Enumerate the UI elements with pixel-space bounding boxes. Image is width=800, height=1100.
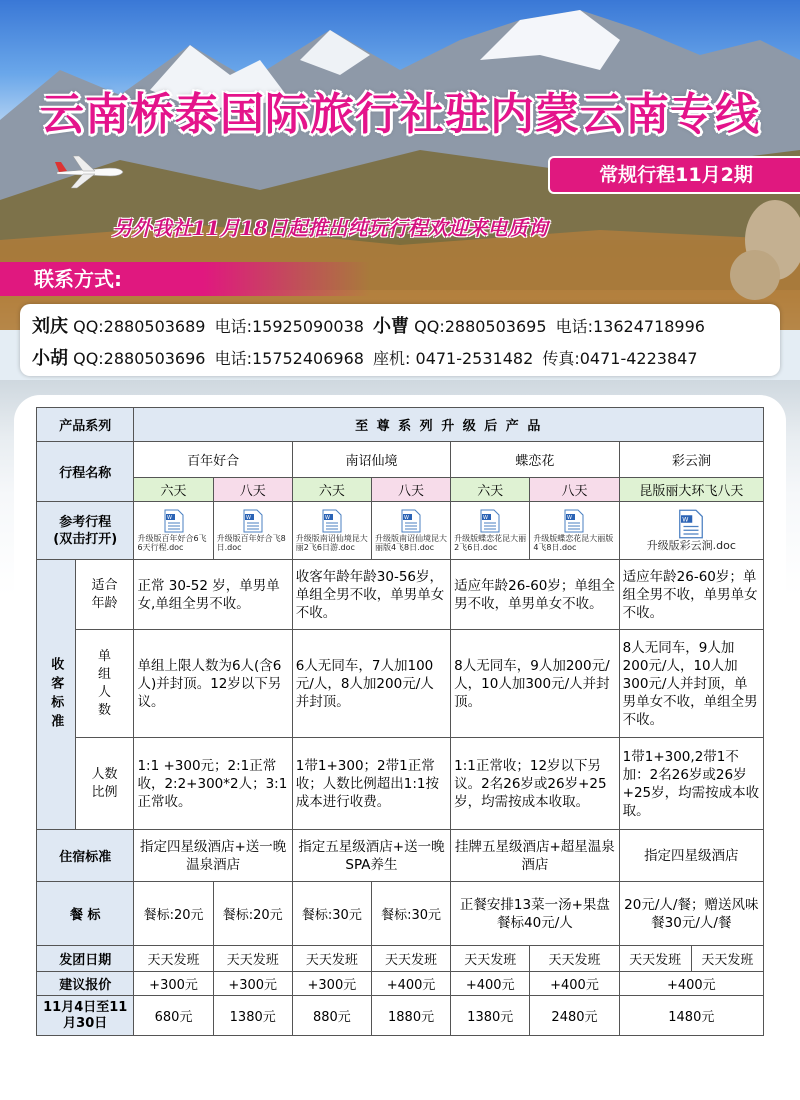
price-value: 1380元 [213, 996, 292, 1036]
period-badge: 常规行程11月2期 [548, 156, 800, 194]
row-label-age [75, 560, 134, 630]
duration-eight: 八天 [371, 478, 450, 502]
departure-schedule: 天天发班 [213, 946, 292, 972]
doc-cell[interactable] [213, 502, 292, 560]
hotel-standard: 指定四星级酒店 [619, 830, 763, 882]
contact-name: 刘庆 [32, 316, 68, 337]
row-label-collect [37, 560, 76, 830]
meal-standard: 餐标:30元 [371, 882, 450, 946]
duration-eight: 八天 [530, 478, 619, 502]
word-doc-icon [401, 509, 421, 533]
row-label-departure: 发团日期 [37, 946, 134, 972]
doc-filename: 升级版南诏仙境昆大丽2飞6日游.doc [295, 534, 368, 552]
product-name: 彩云涧 [619, 442, 763, 478]
group-size-rule: 8人无同车，9人加200元/人，10人加300元/人并封顶。 [451, 630, 620, 738]
row-label-series: 产品系列 [37, 408, 134, 442]
word-doc-icon [243, 509, 263, 533]
suggested-markup: +400元 [530, 972, 619, 996]
age-rule: 收客年龄年龄30-56岁，单组全男不收，单男单女不收。 [292, 560, 450, 630]
meal-standard: 餐标:20元 [213, 882, 292, 946]
doc-cell[interactable] [619, 502, 763, 560]
svg-text:W: W [682, 516, 689, 524]
contact-phone: 电话:13624718996 [555, 317, 705, 336]
hotel-standard: 指定四星级酒店+送一晚温泉酒店 [134, 830, 292, 882]
doc-filename: 升级版百年好合6飞6天行程.doc [137, 534, 207, 552]
contact-name: 小曹 [373, 316, 410, 337]
word-doc-icon [678, 509, 704, 539]
meal-standard: 20元/人/餐；赠送风味餐30元/人/餐 [619, 882, 763, 946]
price-value: 1480元 [619, 996, 763, 1036]
group-size-label: 单组人数 [97, 648, 111, 718]
departure-schedule: 天天发班 [371, 946, 450, 972]
doc-link[interactable] [623, 509, 760, 552]
word-doc-icon [322, 509, 342, 533]
word-doc-icon [480, 509, 500, 533]
price-value: 1380元 [451, 996, 530, 1036]
meal-standard: 餐标:20元 [134, 882, 213, 946]
age-rule: 适应年龄26-60岁；单组全男不收，单男单女不收。 [619, 560, 763, 630]
duration-eight: 昆版丽大环飞八天 [619, 478, 763, 502]
price-value: 2480元 [530, 996, 619, 1036]
doc-link[interactable] [375, 509, 447, 552]
doc-cell[interactable] [451, 502, 530, 560]
ratio-label: 人数比例 [91, 766, 118, 800]
doc-filename: 升级版蝶恋花昆大丽版4飞8日.doc [533, 534, 614, 552]
contact-name: 小胡 [32, 348, 68, 369]
suggested-markup: +400元 [619, 972, 763, 996]
meal-standard: 餐标:30元 [292, 882, 371, 946]
doc-link[interactable] [217, 509, 289, 552]
duration-six: 六天 [134, 478, 213, 502]
svg-text:W: W [567, 515, 573, 521]
departure-schedule: 天天发班 [134, 946, 213, 972]
hotel-standard: 挂牌五星级酒店+超星温泉酒店 [451, 830, 620, 882]
airplane-icon [55, 150, 125, 190]
contact-qq: QQ:2880503695 [414, 317, 547, 336]
duration-six: 六天 [292, 478, 371, 502]
ratio-rule: 1带1+300,2带1不加：2名26岁或26岁+25岁，均需按成本收取。 [619, 738, 763, 830]
duration-six: 六天 [451, 478, 530, 502]
meal-standard: 正餐安排13菜一汤+果盘餐标40元/人 [451, 882, 620, 946]
doc-cell[interactable] [530, 502, 619, 560]
price-value: 880元 [292, 996, 371, 1036]
row-label-reference [37, 502, 134, 560]
collect-label: 收客标准 [48, 656, 64, 733]
departure-schedule: 天天发班 [451, 946, 530, 972]
contact-landline: 座机: 0471-2531482 [373, 349, 534, 368]
doc-link[interactable] [296, 509, 368, 552]
price-value: 1880元 [371, 996, 450, 1036]
row-label-group-size [75, 630, 134, 738]
doc-cell[interactable] [371, 502, 450, 560]
contact-qq: QQ:2880503689 [73, 317, 206, 336]
group-size-rule: 单组上限人数为6人(含6人)并封顶。12岁以下另议。 [134, 630, 292, 738]
doc-link[interactable] [137, 509, 209, 552]
departure-schedule: 天天发班 [619, 946, 691, 972]
suggested-markup: +300元 [134, 972, 213, 996]
row-label-ratio [75, 738, 134, 830]
doc-filename: 升级版南诏仙境昆大丽版4飞8日.doc [374, 534, 447, 552]
svg-text:W: W [404, 515, 409, 521]
ratio-rule: 1:1正常收；12岁以下另议。2名26岁或26岁+25岁，均需按成本收取。 [451, 738, 620, 830]
svg-text:W: W [324, 515, 330, 521]
departure-schedule: 天天发班 [292, 946, 371, 972]
word-doc-icon [164, 509, 184, 533]
group-size-rule: 6人无同车，7人加100元/人，8人加200元/人并封顶。 [292, 630, 450, 738]
suggested-markup: +300元 [292, 972, 371, 996]
row-label-meal: 餐 标 [37, 882, 134, 946]
contact-row-2 [32, 344, 702, 370]
suggested-markup: +400元 [451, 972, 530, 996]
word-doc-icon [564, 509, 584, 533]
row-label-date-range: 11月4日至11月30日 [37, 996, 134, 1036]
product-name: 南诏仙境 [292, 442, 450, 478]
doc-cell[interactable] [134, 502, 213, 560]
contact-phone: 电话:15925090038 [214, 317, 364, 336]
product-name: 百年好合 [134, 442, 292, 478]
row-label-suggest: 建议报价 [37, 972, 134, 996]
doc-filename: 升级版蝶恋花昆大丽2飞6日.doc [454, 534, 527, 552]
duration-eight: 八天 [213, 478, 292, 502]
age-label: 适合年龄 [91, 577, 118, 611]
reference-note: (双击打开) [53, 531, 118, 547]
product-name: 蝶恋花 [451, 442, 620, 478]
page-title: 云南桥泰国际旅行社驻内蒙云南专线 [40, 89, 760, 140]
svg-text:W: W [483, 515, 489, 521]
row-label-hotel: 住宿标准 [37, 830, 134, 882]
price-value: 680元 [134, 996, 213, 1036]
doc-cell[interactable] [292, 502, 371, 560]
svg-text:W: W [166, 515, 172, 521]
contact-row-1 [32, 312, 709, 338]
age-rule: 正常 30-52 岁，单男单女,单组全男不收。 [134, 560, 292, 630]
contact-fax: 传真:0471-4223847 [542, 349, 698, 368]
product-table [36, 407, 764, 1036]
contact-panel [20, 304, 780, 376]
contact-phone: 电话:15752406968 [214, 349, 364, 368]
group-size-rule: 8人无同车，9人加200元/人，10人加300元/人并封顶，单男单女不收，单组全男不收。 [619, 630, 763, 738]
ratio-rule: 1:1 +300元；2:1正常收，2:2+300*2人；3:1正常收。 [134, 738, 292, 830]
doc-filename: 升级版百年好合飞8日.doc [216, 534, 286, 552]
suggested-markup: +300元 [213, 972, 292, 996]
reference-label: 参考行程 [59, 514, 112, 530]
ratio-rule: 1带1+300；2带1正常收；人数比例超出1:1按成本进行收费。 [292, 738, 450, 830]
doc-link[interactable] [454, 509, 526, 552]
contact-qq: QQ:2880503696 [73, 349, 206, 368]
hotel-standard: 指定五星级酒店+送一晚SPA养生 [292, 830, 450, 882]
departure-schedule: 天天发班 [530, 946, 619, 972]
svg-text:W: W [245, 515, 251, 521]
suggested-markup: +400元 [371, 972, 450, 996]
series-title: 至 尊 系 列 升 级 后 产 品 [134, 408, 764, 442]
contact-heading: 联系方式: [0, 262, 370, 296]
doc-link[interactable] [533, 509, 615, 552]
doc-filename: 升级版彩云涧.doc [646, 539, 736, 552]
departure-schedule: 天天发班 [691, 946, 763, 972]
age-rule: 适应年龄26-60岁；单组全男不收，单男单女不收。 [451, 560, 620, 630]
slogan-text: 另外我社11月18日起推出纯玩行程欢迎来电质询 [112, 216, 548, 240]
row-label-route: 行程名称 [37, 442, 134, 502]
